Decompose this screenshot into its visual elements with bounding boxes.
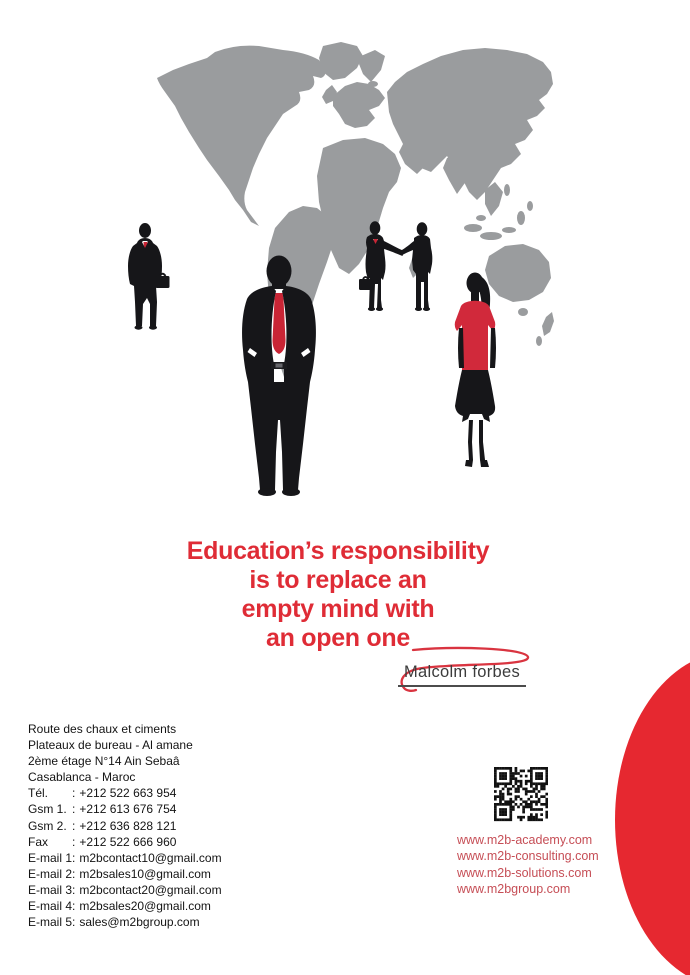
contact-separator: : [72, 802, 76, 817]
contact-separator: : [72, 786, 76, 801]
contact-label: E-mail 3 [28, 882, 73, 897]
quote-line: is to replace an [249, 566, 427, 594]
businessman-with-briefcase-silhouette [128, 223, 170, 330]
qr-code [494, 763, 548, 825]
contact-separator: : [72, 882, 76, 897]
contact-value: m2bcontact20@gmail.com [79, 882, 222, 897]
contact-label: E-mail 2 [28, 866, 73, 881]
contact-label: E-mail 1 [28, 850, 73, 865]
quote-line: an open one [266, 624, 410, 652]
contact-value: m2bsales10@gmail.com [79, 866, 211, 881]
contact-line-fax [28, 834, 222, 850]
website-link: www.m2b-solutions.com [457, 865, 592, 880]
contact-separator: : [72, 834, 76, 849]
contact-label: E-mail 5 [28, 915, 73, 930]
contact-value: +212 613 676 754 [79, 802, 177, 817]
website-link: www.m2bgroup.com [457, 882, 571, 897]
contact-line-tel [28, 785, 222, 801]
contact-line-gsm1 [28, 801, 222, 817]
contact-label: Gsm 2. [28, 818, 67, 833]
website-link: www.m2b-consulting.com [457, 849, 599, 864]
address-line: Plateaux de bureau - Al amane [28, 738, 193, 753]
contact-line-email2 [28, 866, 222, 882]
contact-value: m2bsales20@gmail.com [79, 899, 211, 914]
address-line: Casablanca - Maroc [28, 770, 136, 785]
contact-line-email4 [28, 898, 222, 914]
contact-value: +212 636 828 121 [79, 818, 177, 833]
red-ellipse-decoration [615, 652, 690, 975]
address-line: 2ème étage N°14 Ain Sebaâ [28, 754, 180, 769]
contact-value: +212 522 663 954 [79, 786, 177, 801]
contact-line-email3 [28, 882, 222, 898]
quote-author: Malcolm forbes [398, 663, 526, 687]
quote-line: empty mind with [241, 595, 435, 623]
contact-separator: : [72, 818, 76, 833]
contact-line-email1 [28, 850, 222, 866]
contact-label: Fax [28, 834, 49, 849]
contact-label: E-mail 4 [28, 899, 73, 914]
contact-separator: : [72, 899, 76, 914]
address-line: Route des chaux et ciments [28, 722, 177, 736]
contact-label: Gsm 1. [28, 802, 67, 817]
contact-line-email5 [28, 914, 222, 930]
businesswoman-red-top-silhouette [455, 273, 496, 468]
contact-line-gsm2 [28, 818, 222, 834]
contact-separator: : [72, 866, 76, 881]
contact-block [28, 721, 222, 930]
quote-line: Education’s responsibility [186, 537, 490, 565]
website-list [457, 832, 599, 898]
quote-block [0, 537, 676, 653]
contact-value: sales@m2bgroup.com [79, 915, 200, 930]
contact-label: Tél. [28, 786, 49, 801]
contact-value: m2bcontact10@gmail.com [79, 850, 222, 865]
contact-value: +212 522 666 960 [79, 834, 177, 849]
website-link: www.m2b-academy.com [457, 833, 593, 847]
contact-separator: : [72, 850, 76, 865]
contact-separator: : [72, 915, 76, 930]
